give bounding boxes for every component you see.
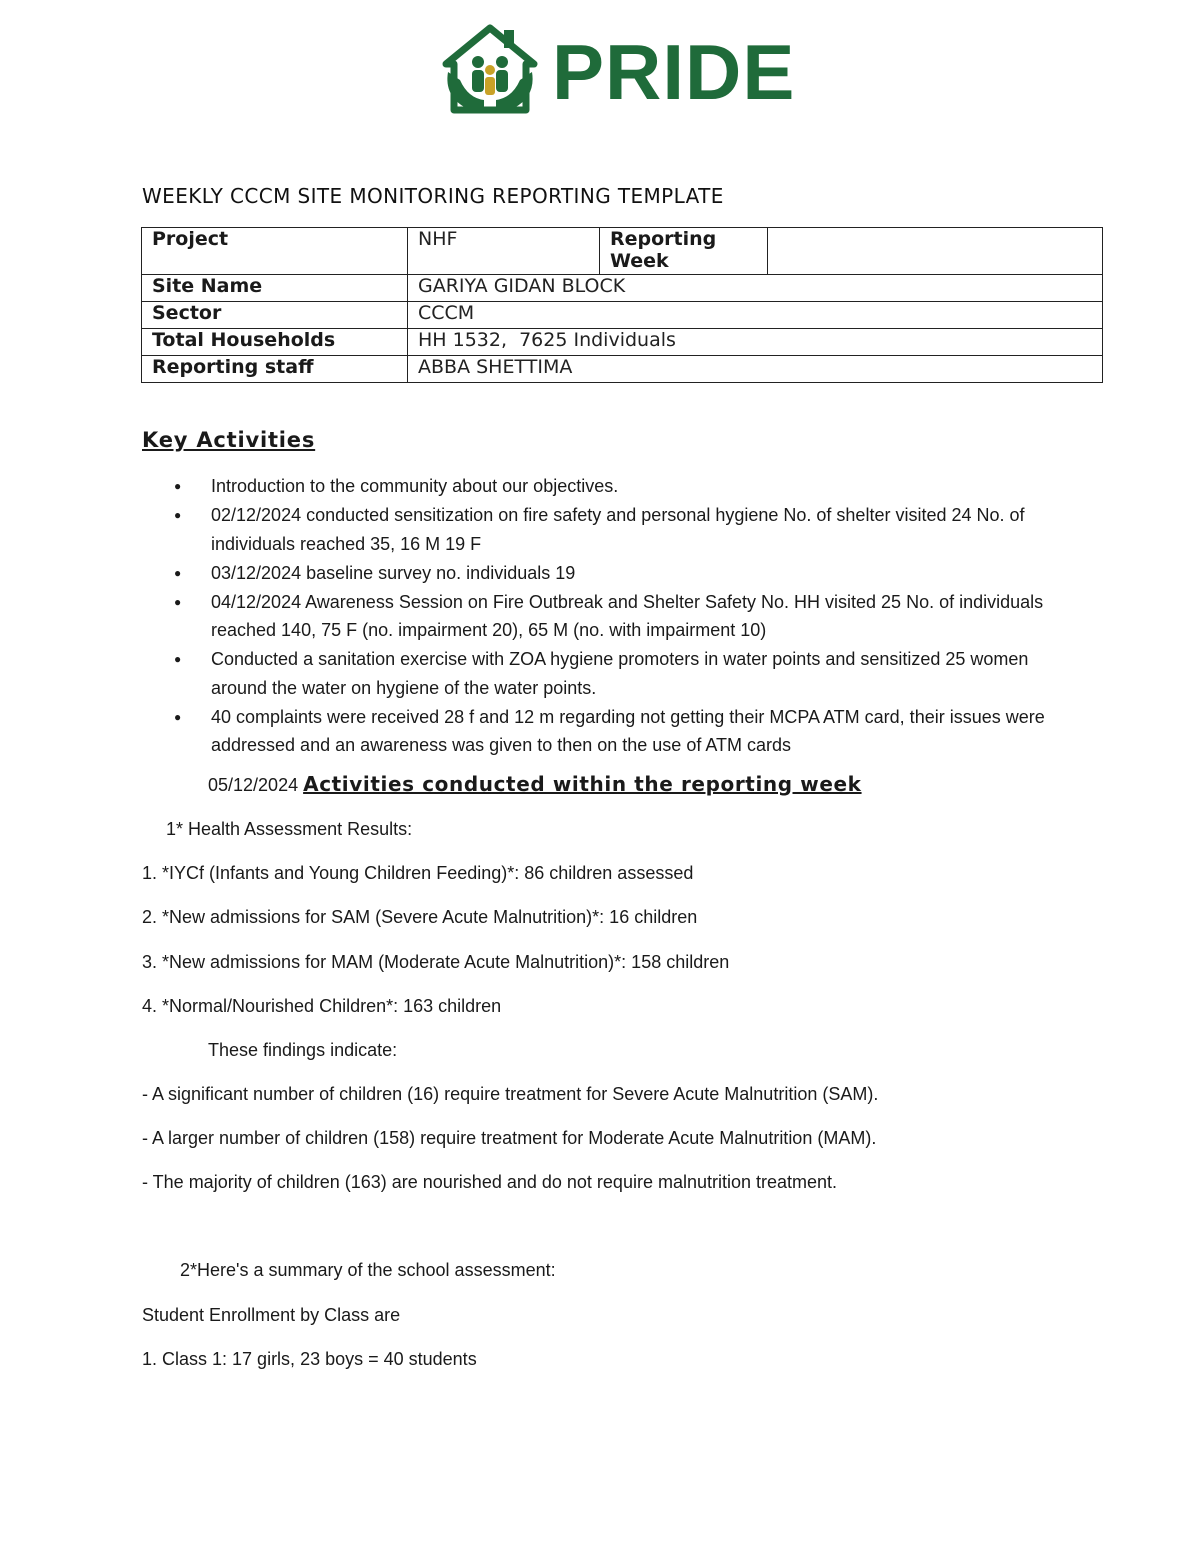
health-result: 4. *Normal/Nourished Children*: 163 children — [142, 996, 502, 1016]
table-row — [142, 356, 1103, 383]
key-activities-list — [142, 472, 1072, 760]
section-heading: Activities conducted within the reporting week — [303, 772, 862, 796]
reporting-week-section — [208, 772, 862, 796]
site-name-label: Site Name — [142, 275, 408, 302]
reporting-staff-label: Reporting staff — [142, 356, 408, 383]
house-hands-family-icon — [438, 24, 542, 116]
logo-wordmark: PRIDE — [552, 28, 796, 116]
total-households-value: HH 1532, 7625 Individuals — [408, 329, 1103, 356]
health-result: 2. *New admissions for SAM (Severe Acute Malnutrition)*: 16 children — [142, 907, 698, 927]
project-label: Project — [142, 228, 408, 275]
finding-item: - A larger number of children (158) require treatment for Moderate Acute Malnutrition (MAM). — [142, 1128, 877, 1148]
table-row — [142, 302, 1103, 329]
list-item: ● Conducted a sanitation exercise with ZOA hygiene promoters in water points and sensitized 25 women around the water on hygiene of the water points. — [142, 645, 1072, 702]
key-activities-heading: Key Activities — [142, 428, 316, 452]
pride-logo — [438, 24, 796, 116]
finding-item: - The majority of children (163) are nourished and do not require malnutrition treatment. — [142, 1172, 838, 1192]
class-enrollment: 1. Class 1: 17 girls, 23 boys = 40 students — [142, 1349, 477, 1369]
table-row — [142, 275, 1103, 302]
site-info-table — [141, 227, 1103, 383]
total-households-label: Total Households — [142, 329, 408, 356]
health-result: 3. *New admissions for MAM (Moderate Acute Malnutrition)*: 158 children — [142, 952, 730, 972]
table-row — [142, 228, 1103, 275]
table-row — [142, 329, 1103, 356]
section-date: 05/12/2024 — [208, 775, 299, 795]
site-name-value: GARIYA GIDAN BLOCK — [408, 275, 1103, 302]
reporting-staff-value: ABBA SHETTIMA — [408, 356, 1103, 383]
school-assessment-title: 2*Here's a summary of the school assessment: — [180, 1260, 556, 1280]
list-item: ● Introduction to the community about our objectives. — [142, 472, 1072, 501]
reporting-week-label: Reporting Week — [600, 228, 768, 275]
findings-intro: These findings indicate: — [208, 1040, 398, 1060]
list-item: ● 02/12/2024 conducted sensitization on fire safety and personal hygiene No. of shelter visited 24 No. of individuals reached 35, 16 M 19 F — [142, 501, 1072, 558]
list-item: ● 40 complaints were received 28 f and 12 m regarding not getting their MCPA ATM card, their issues were addressed and an awareness was given to then on the use of ATM cards — [142, 703, 1072, 760]
sector-label: Sector — [142, 302, 408, 329]
project-value: NHF — [408, 228, 600, 275]
list-item: ● 04/12/2024 Awareness Session on Fire Outbreak and Shelter Safety No. HH visited 25 No. of individuals reached 140, 75 F (no. impairment 20), 65 M (no. with impairment 10) — [142, 588, 1072, 645]
enrollment-label: Student Enrollment by Class are — [142, 1305, 401, 1325]
document-title: WEEKLY CCCM SITE MONITORING REPORTING TEMPLATE — [142, 184, 724, 208]
reporting-week-value — [768, 228, 1103, 275]
health-assessment-title: 1* Health Assessment Results: — [166, 819, 413, 839]
sector-value: CCCM — [408, 302, 1103, 329]
finding-item: - A significant number of children (16) require treatment for Severe Acute Malnutrition (SAM). — [142, 1084, 879, 1104]
list-item: ● 03/12/2024 baseline survey no. individuals 19 — [142, 559, 1072, 588]
health-result: 1. *IYCf (Infants and Young Children Feeding)*: 86 children assessed — [142, 863, 694, 883]
